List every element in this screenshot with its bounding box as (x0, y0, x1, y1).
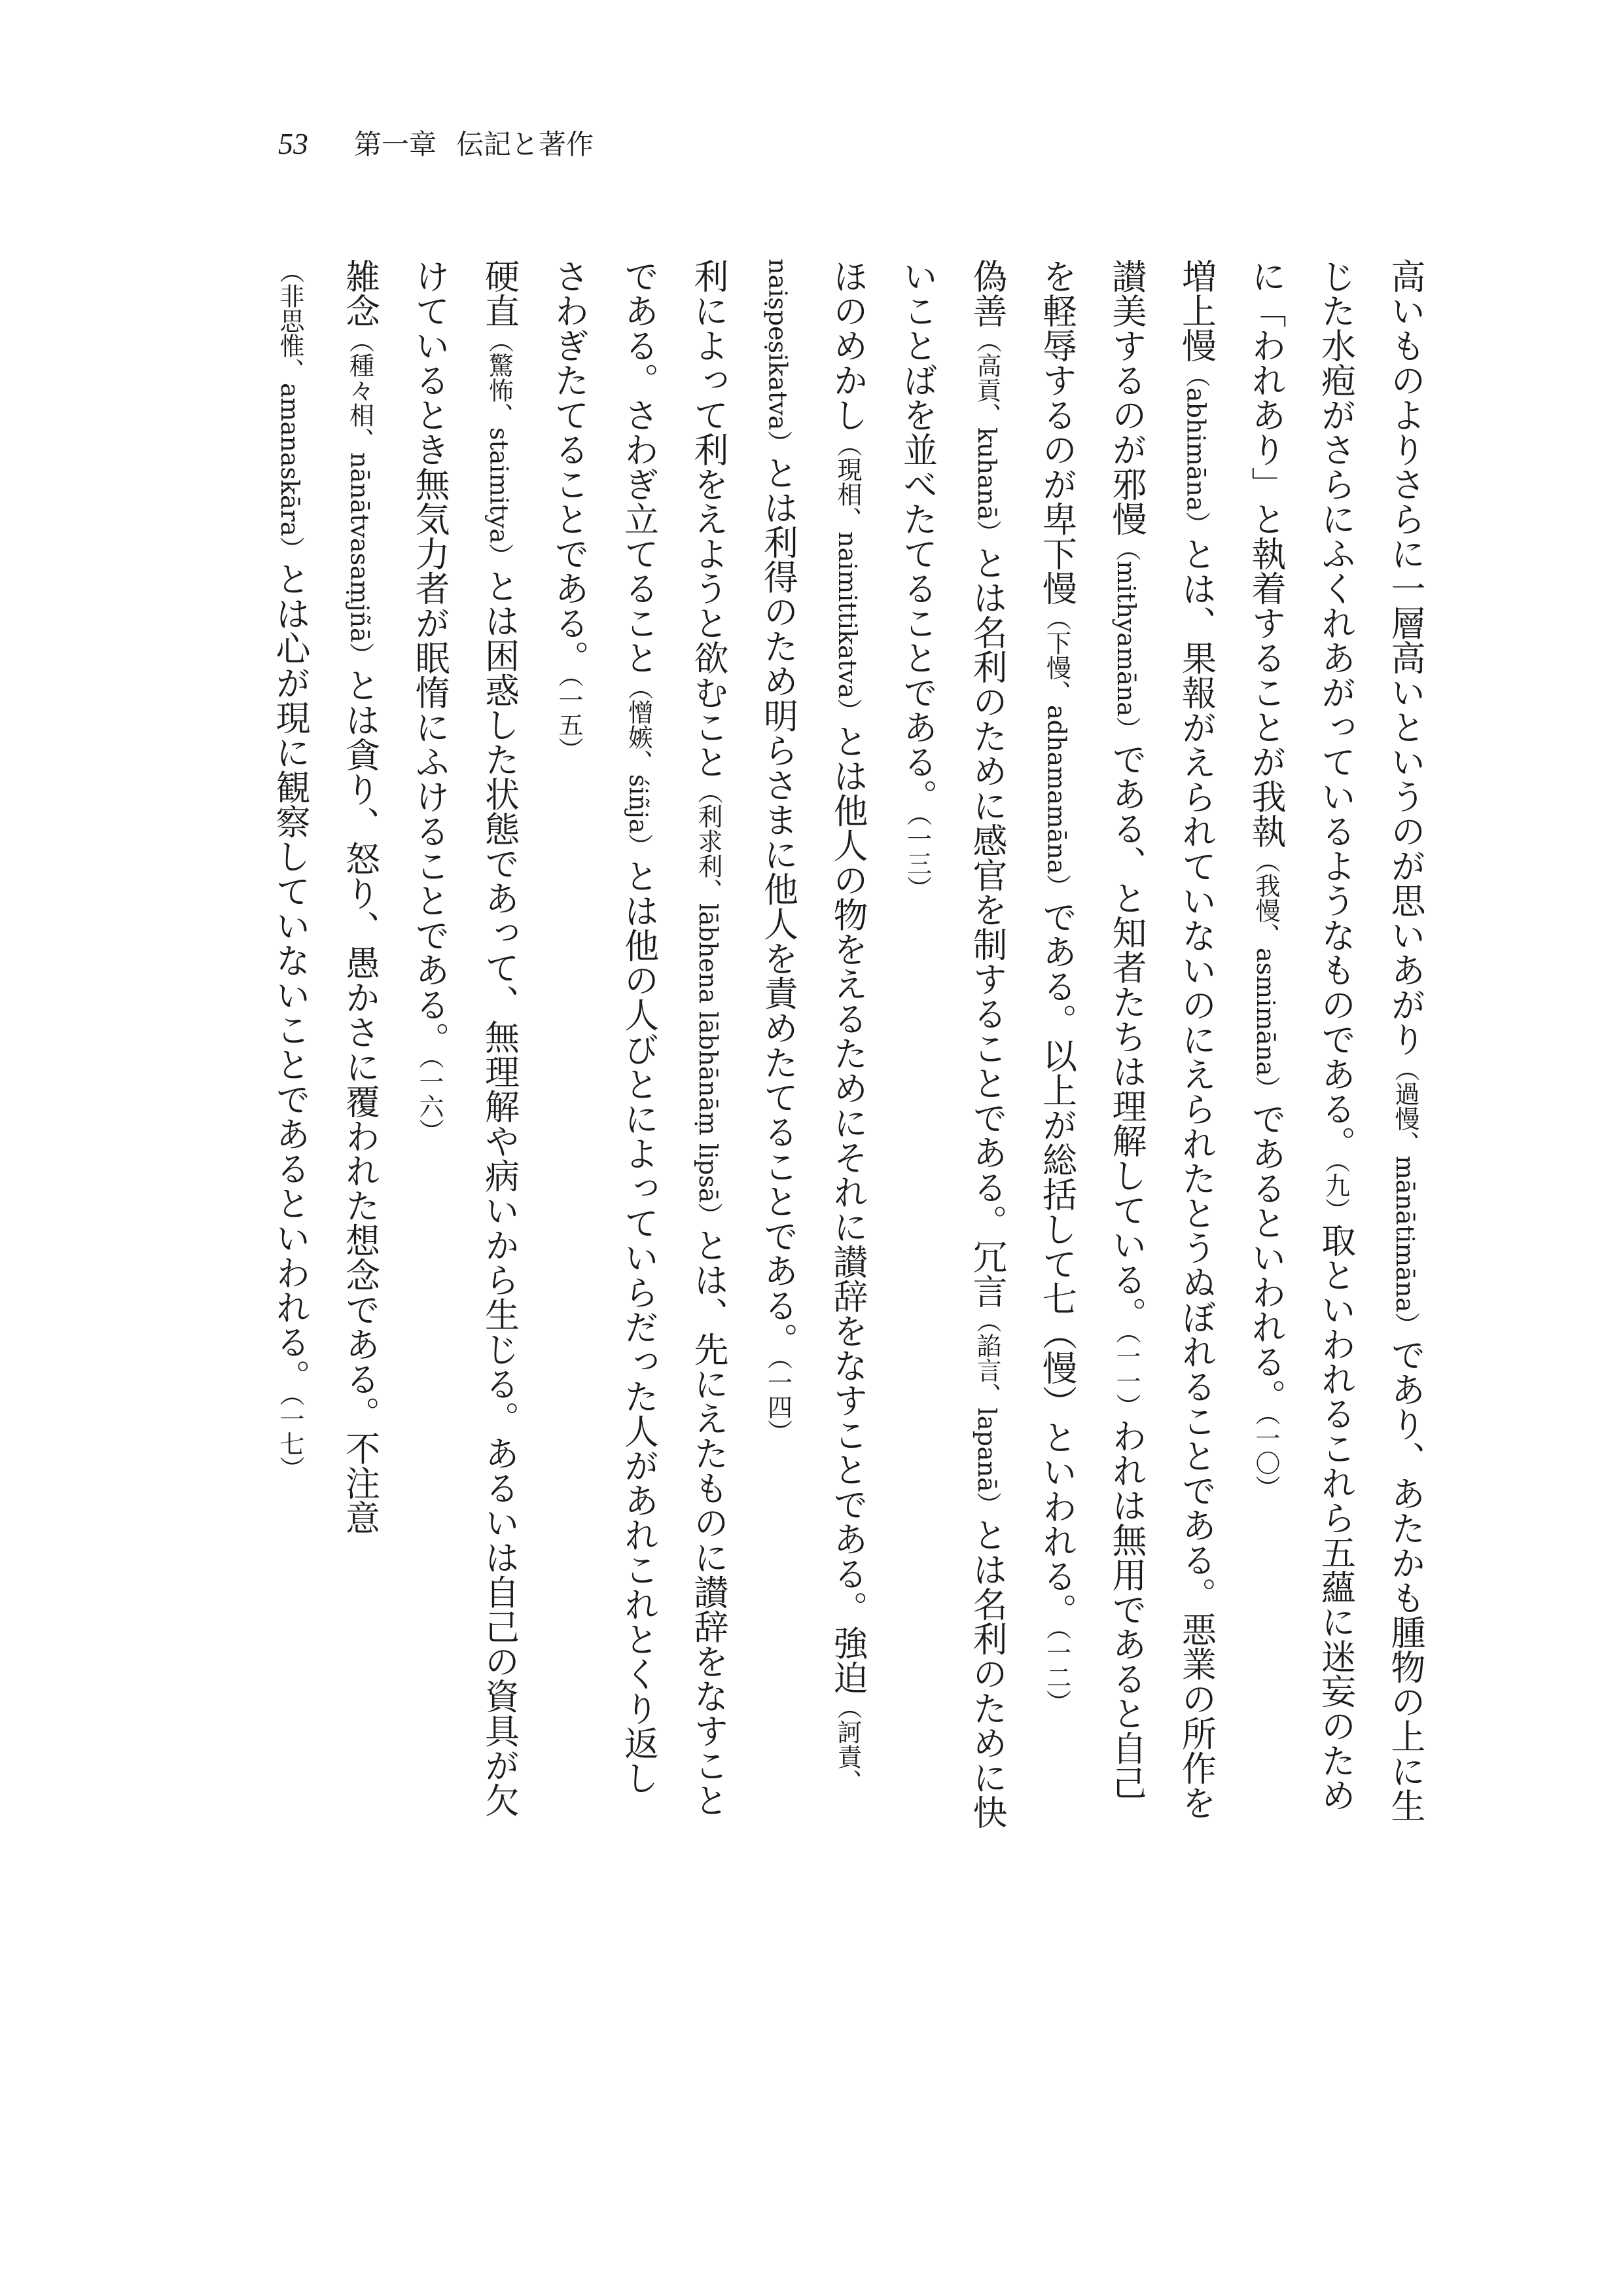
inline-annotation: （現相、naimittikatva） (833, 432, 862, 724)
inline-annotation: （諂言、lapanā） (972, 1308, 1001, 1517)
text-run: 高いものよりさらに一層高いというのが思いあがり (1385, 259, 1425, 1056)
text-run: とは、先にえたものに讃辞をなすことである。さわぎ立てること (618, 259, 728, 1818)
running-header (278, 123, 594, 169)
text-run: とは名利のために感官を制することである。冗言 (967, 545, 1007, 1308)
inline-annotation: （一〇） (1251, 1413, 1280, 1501)
text-run: われは無用であると自己を軽辱するのが卑下慢 (1037, 259, 1147, 1800)
paragraph (534, 259, 743, 1829)
text-run: とは、果報がえられていないのにえられたとうぬぼれることである。悪業の所作を讃美するのが邪慢 (1107, 259, 1217, 1820)
inline-annotation: （一六） (415, 1056, 444, 1143)
inline-annotation: （一七） (276, 1393, 304, 1481)
text-run: であるといわれる。 (1246, 1101, 1286, 1414)
paragraph (262, 259, 395, 1829)
paragraph (1022, 259, 1231, 1829)
text-run: とは他人の物をえるためにそれに讃辞をなすことである。強迫 (828, 723, 868, 1695)
paragraph (395, 259, 534, 1829)
paragraph (1231, 259, 1440, 1829)
inline-annotation: （訶責、naiṣpeṣikatva） (763, 259, 862, 1795)
text-run: 偽善 (967, 259, 1007, 328)
text-run: 増上慢 (1176, 259, 1217, 363)
text-run: 雑念 (340, 259, 380, 328)
text-run: である。以上が総括して七（慢）といわれる。 (1037, 899, 1077, 1628)
text-run: とは利得のため明らさまに他人を責めたてることである。 (758, 455, 798, 1357)
vertical-body-text (262, 259, 1440, 1829)
inline-annotation: （一四） (763, 1357, 793, 1444)
paragraph (882, 259, 1022, 1829)
text-run: とは困惑した状態であって、無理解や病いから生じる。あるいは自己の資具が欠けているとき無気力者が眠惰にふけることである。 (410, 259, 520, 1818)
inline-annotation: （非思惟、amanaskāra） (276, 259, 304, 562)
inline-annotation: （一三） (902, 814, 932, 901)
section-title: 伝記と著作 (456, 128, 594, 160)
text-run: 取といわれるこれら五蘊に迷妄のために「われあり」と執着することが我執 (1246, 259, 1356, 1812)
inline-annotation: （我慢、asmimāna） (1251, 848, 1280, 1102)
inline-annotation: （mithyamāna） (1112, 536, 1141, 742)
text-run: とは名利のために快いことばを並べたてることである。 (897, 259, 1007, 1829)
inline-annotation: （種々相、nānātvasaṃjñā） (345, 328, 374, 668)
text-run: 硬直 (479, 259, 520, 328)
text-run: とは他の人びとによっていらだった人があれこれとくり返しさわぎたてることである。 (549, 259, 659, 1795)
paragraph (743, 259, 882, 1829)
text-run: ほのめかし (828, 259, 868, 432)
inline-annotation: （一二） (1042, 1627, 1071, 1715)
page-number: 53 (278, 127, 308, 160)
inline-annotation: （憎嫉、śiñja） (624, 675, 653, 859)
text-run: とは心が現に観察していないことであるといわれる。 (270, 561, 310, 1394)
chapter-title: 第一章 (354, 128, 437, 160)
inline-annotation: （高貢、kuhanā） (972, 328, 1001, 545)
inline-annotation: （九） (1321, 1160, 1350, 1223)
inline-annotation: （abhimāna） (1181, 363, 1211, 537)
text-run: とは貪り、怒り、愚かさに覆われた想念である。不注意 (340, 667, 380, 1535)
inline-annotation: （一五） (554, 675, 583, 762)
text-run: である、と知者たちは理解している。 (1107, 741, 1147, 1331)
text-run: であり、あたかも腫物の上に生じた水疱がさらにふくれあがっているようなものである。 (1315, 259, 1425, 1823)
inline-annotation: （下慢、adhamamāna） (1042, 605, 1071, 899)
text-run: 利によって利をえようと欲むこと (688, 259, 728, 779)
inline-annotation: （利求利、lābhena lābhānāṃ lipsā） (694, 779, 722, 1228)
inline-annotation: （一一） (1112, 1331, 1141, 1418)
inline-annotation: （驚怖、staimitya） (484, 328, 514, 569)
inline-annotation: （過慢、mānātimāna） (1391, 1056, 1419, 1338)
